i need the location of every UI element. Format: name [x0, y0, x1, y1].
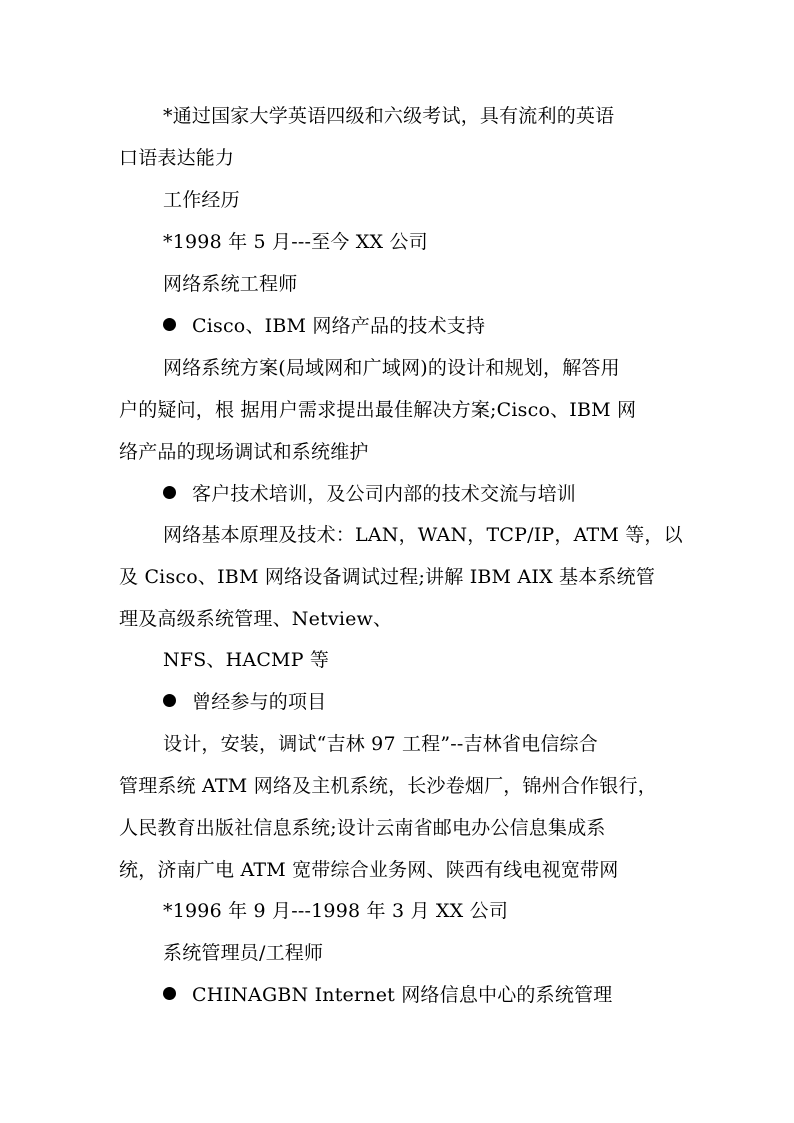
text-line: 及 Cisco、IBM 网络设备调试过程;讲解 IBM AIX 基本系统管	[119, 566, 656, 588]
bullet-icon	[163, 694, 176, 707]
bullet-icon	[163, 486, 176, 499]
bullet-icon	[163, 987, 176, 1000]
text-line: 设计，安装，调试“吉林 97 工程”--吉林省电信综合	[163, 733, 598, 755]
bullet-item	[163, 690, 723, 714]
text-line: 络产品的现场调试和系统维护	[119, 441, 369, 463]
bullet-icon	[163, 318, 176, 331]
bullet-text: Cisco、IBM 网络产品的技术支持	[192, 315, 486, 337]
bullet-text: 曾经参与的项目	[192, 691, 327, 713]
section-heading: 工作经历	[163, 189, 240, 211]
job-period: *1996 年 9 月---1998 年 3 月 XX 公司	[163, 900, 509, 922]
text-line: *通过国家大学英语四级和六级考试，具有流利的英语	[163, 105, 615, 127]
text-line: NFS、HACMP 等	[163, 649, 330, 671]
job-title: 网络系统工程师	[163, 273, 298, 295]
text-line: 网络基本原理及技术：LAN，WAN，TCP/IP，ATM 等，以	[163, 524, 683, 546]
job-period: *1998 年 5 月---至今 XX 公司	[163, 231, 428, 253]
bullet-item	[163, 983, 723, 1007]
text-line: 管理系统 ATM 网络及主机系统，长沙卷烟厂，锦州合作银行，	[119, 775, 657, 797]
text-line: 人民教育出版社信息系统;设计云南省邮电办公信息集成系	[119, 817, 606, 839]
text-line: 口语表达能力	[119, 147, 235, 169]
bullet-text: 客户技术培训，及公司内部的技术交流与培训	[192, 483, 577, 505]
text-line: 统，济南广电 ATM 宽带综合业务网、陕西有线电视宽带网	[119, 859, 619, 881]
bullet-text: CHINAGBN Internet 网络信息中心的系统管理	[192, 984, 613, 1006]
text-line: 网络系统方案(局域网和广域网)的设计和规划，解答用	[163, 357, 620, 379]
bullet-item	[163, 314, 723, 338]
bullet-item	[163, 482, 723, 506]
text-line: 理及高级系统管理、Netview、	[119, 608, 393, 630]
text-line: 户的疑问，根 据用户需求提出最佳解决方案;Cisco、IBM 网	[119, 399, 637, 421]
job-title: 系统管理员/工程师	[163, 942, 324, 964]
